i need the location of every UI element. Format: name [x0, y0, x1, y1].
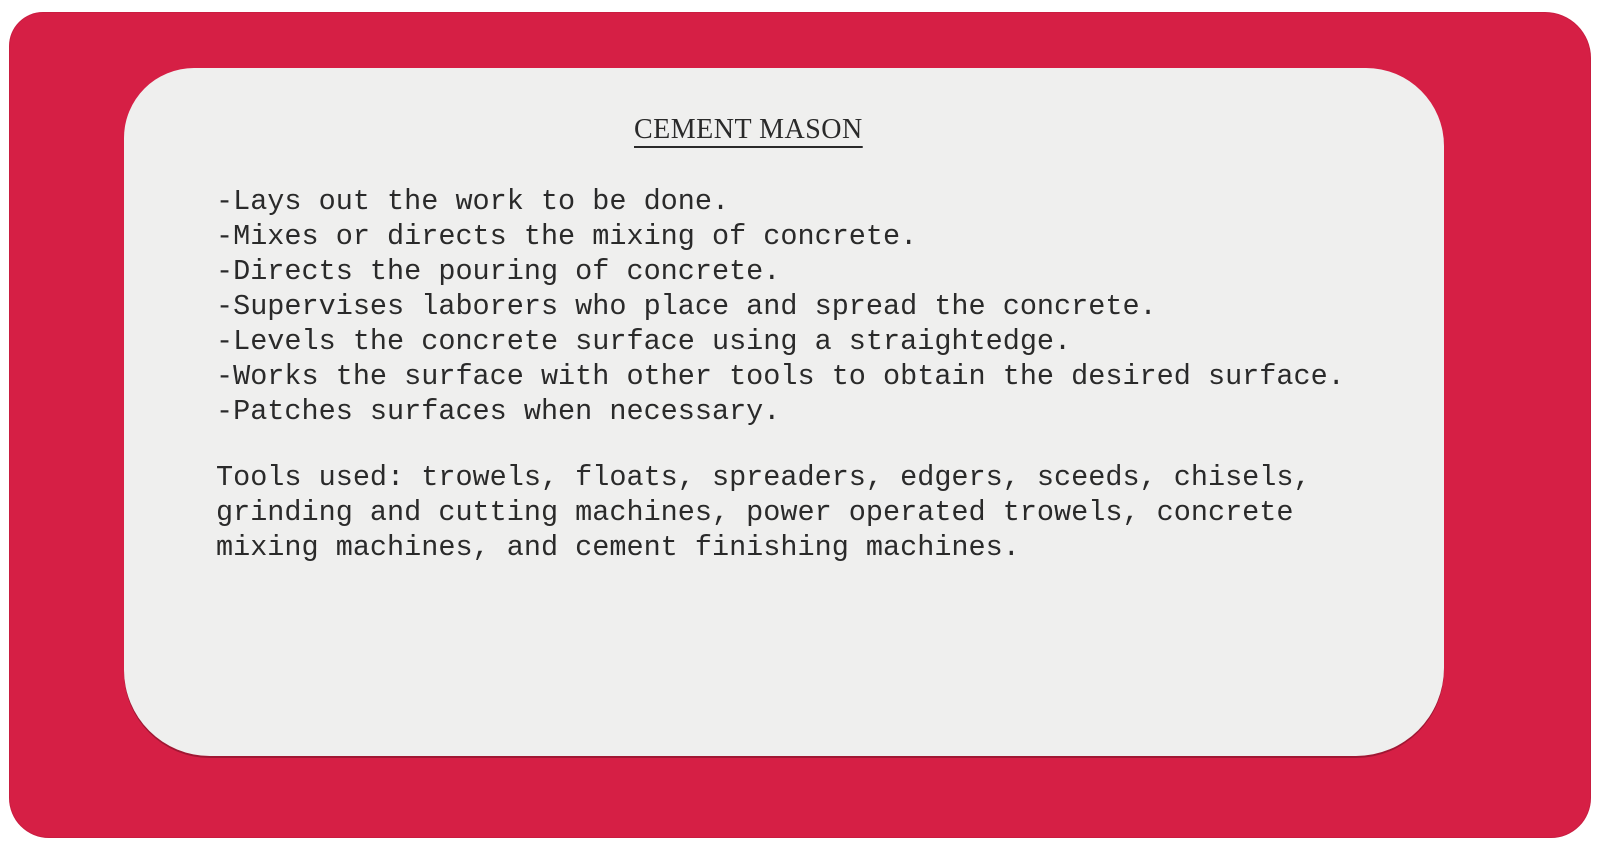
- duty-line: -Patches surfaces when necessary.: [216, 395, 781, 428]
- duty-line: -Lays out the work to be done.: [216, 185, 730, 218]
- duties-list: [216, 184, 1345, 429]
- duty-line: -Directs the pouring of concrete.: [216, 255, 781, 288]
- duty-line: -Levels the concrete surface using a straightedge.: [216, 325, 1072, 358]
- duty-line: -Works the surface with other tools to obtain the desired surface.: [216, 360, 1345, 393]
- duty-line: -Supervises laborers who place and spread the concrete.: [216, 290, 1157, 323]
- duty-line: -Mixes or directs the mixing of concrete.: [216, 220, 918, 253]
- tools-paragraph: Tools used: trowels, floats, spreaders, edgers, sceeds, chisels, grinding and cutting machines, power operated trowels, concrete mixing machines, and cement finishing machines.: [216, 461, 1311, 564]
- card-title: CEMENT MASON: [634, 114, 863, 145]
